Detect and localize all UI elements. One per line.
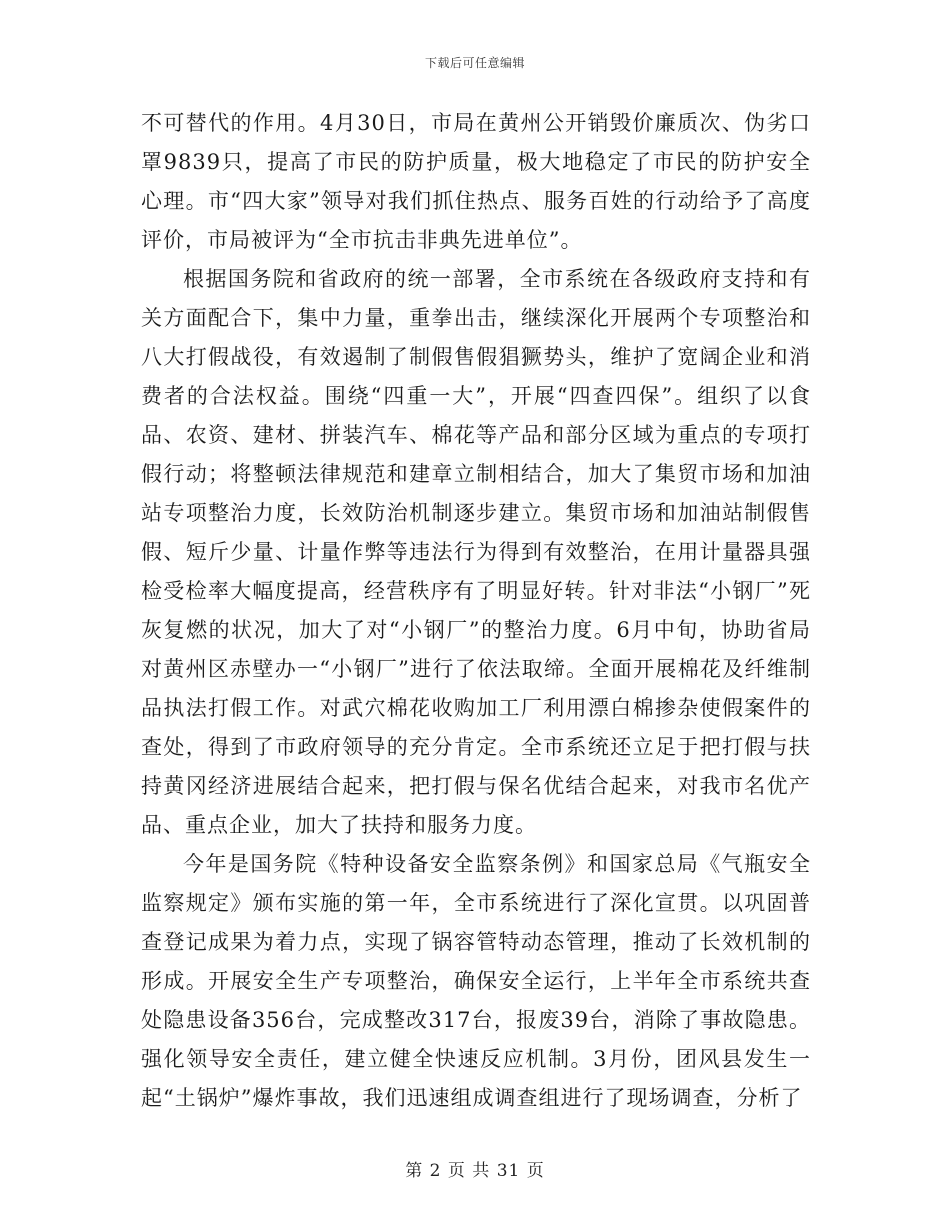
- document-body: [141, 104, 811, 1118]
- paragraph-anti-counterfeit: 根据国务院和省政府的统一部署，全市系统在各级政府支持和有关方面配合下，集中力量，重拳出击，继续深化开展两个专项整治和八大打假战役，有效遏制了制假售假猖獗势头，维护了宽阔企业和消费者的合法权益。围绕“四重一大”，开展“四查四保”。组织了以食品、农资、建材、拼装汽车、棉花等产品和部分区域为重点的专项打假行动；将整顿法律规范和建章立制相结合，加大了集贸市场和加油站专项整治力度，长效防治机制逐步建立。集贸市场和加油站制假售假、短斤少量、计量作弊等违法行为得到有效整治，在用计量器具强检受检率大幅度提高，经营秩序有了明显好转。针对非法“小钢厂”死灰复燃的状况，加大了对“小钢厂”的整治力度。6月中旬，协助省局对黄州区赤壁办一“小钢厂”进行了依法取缔。全面开展棉花及纤维制品执法打假工作。对武穴棉花收购加工厂利用漂白棉掺杂使假案件的查处，得到了市政府领导的充分肯定。全市系统还立足于把打假与扶持黄冈经济进展结合起来，把打假与保名优结合起来，对我市名优产品、重点企业，加大了扶持和服务力度。: [141, 267, 811, 837]
- paragraph-continuation: 不可替代的作用。4月30日，市局在黄州公开销毁价廉质次、伪劣口罩9839只，提高了市民的防护质量，极大地稳定了市民的防护安全心理。市“四大家”领导对我们抓住热点、服务百姓的行动给予了高度评价，市局被评为“全市抗击非典先进单位”。: [141, 111, 811, 252]
- page-header: 下载后可任意编辑: [424, 56, 525, 70]
- page-footer: 第 2 页 共 31 页: [405, 1161, 545, 1181]
- paragraph-special-equipment: 今年是国务院《特种设备安全监察条例》和国家总局《气瓶安全监察规定》颁布实施的第一年，全市系统进行了深化宣贯。以巩固普查登记成果为着力点，实现了锅容管特动态管理，推动了长效机制的形成。开展安全生产专项整治，确保安全运行，上半年全市系统共查处隐患设备356台，完成整改317台，报废39台，消除了事故隐患。强化领导安全责任，建立健全快速反应机制。3月份，团风县发生一起“土锅炉”爆炸事故，我们迅速组成调查组进行了现场调查，分析了: [141, 852, 811, 1110]
